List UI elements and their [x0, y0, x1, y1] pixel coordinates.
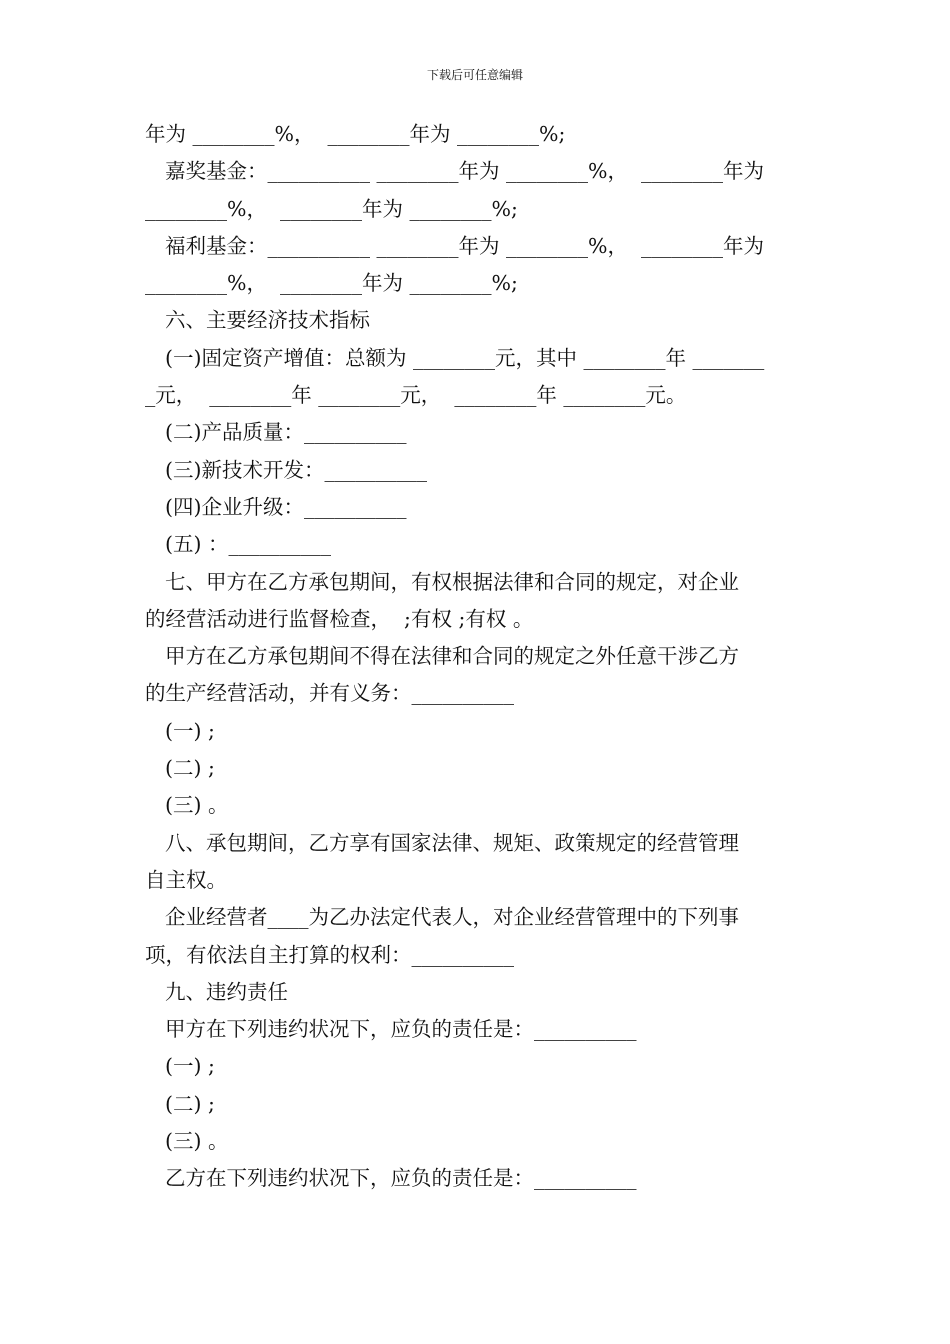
document-line: 年为 ________%， ________年为 ________%; [145, 122, 566, 146]
document-line: (二)产品质量：__________ [165, 420, 407, 445]
document-line: 企业经营者____为乙办法定代表人，对企业经营管理中的下列事 [165, 905, 739, 930]
document-line: _元， ________年 ________元， ________年 ________元。 [145, 383, 687, 408]
document-line: (一) ; [165, 1054, 215, 1079]
document-body [145, 116, 810, 1198]
document-line: 七、甲方在乙方承包期间，有权根据法律和合同的规定，对企业 [165, 569, 739, 594]
document-line: 甲方在乙方承包期间不得在法律和合同的规定之外任意干涉乙方 [165, 644, 739, 669]
document-line: 乙方在下列违约状况下，应负的责任是：__________ [165, 1166, 637, 1191]
document-line: 嘉奖基金：__________ ________年为 ________%， ________年为 [165, 159, 765, 184]
document-line: (四)企业升级：__________ [165, 494, 407, 519]
document-line: 八、承包期间，乙方享有国家法律、规矩、政策规定的经营管理 [165, 830, 739, 855]
document-line: ________%， ________年为 ________%; [145, 271, 518, 296]
document-line: 的生产经营活动，并有义务：__________ [145, 681, 514, 706]
document-line: ________%， ________年为 ________%; [145, 196, 518, 221]
document-line: 六、主要经济技术指标 [165, 308, 370, 333]
page-header-note: 下载后可任意编辑 [426, 68, 523, 82]
document-line: 自主权。 [145, 867, 227, 892]
document-line: (二) ; [165, 756, 215, 781]
document-line: 项，有依法自主打算的权利：__________ [145, 942, 514, 967]
document-line: 的经营活动进行监督检查， ;有权 ;有权 。 [145, 606, 534, 631]
document-line: (一)固定资产增值：总额为 ________元，其中 ________年 _______ [165, 345, 765, 370]
document-line: (三)新技术开发：__________ [165, 457, 427, 482]
document-line: (三) 。 [165, 1129, 229, 1154]
document-line: 甲方在下列违约状况下，应负的责任是：__________ [165, 1017, 637, 1042]
document-line: (五) ：__________ [165, 532, 332, 557]
document-line: (二) ; [165, 1091, 215, 1116]
document-line: 九、违约责任 [165, 979, 288, 1004]
document-line: (三) 。 [165, 793, 229, 818]
document-line: (一) ; [165, 718, 215, 743]
document-line: 福利基金：__________ ________年为 ________%， ________年为 [165, 233, 765, 258]
